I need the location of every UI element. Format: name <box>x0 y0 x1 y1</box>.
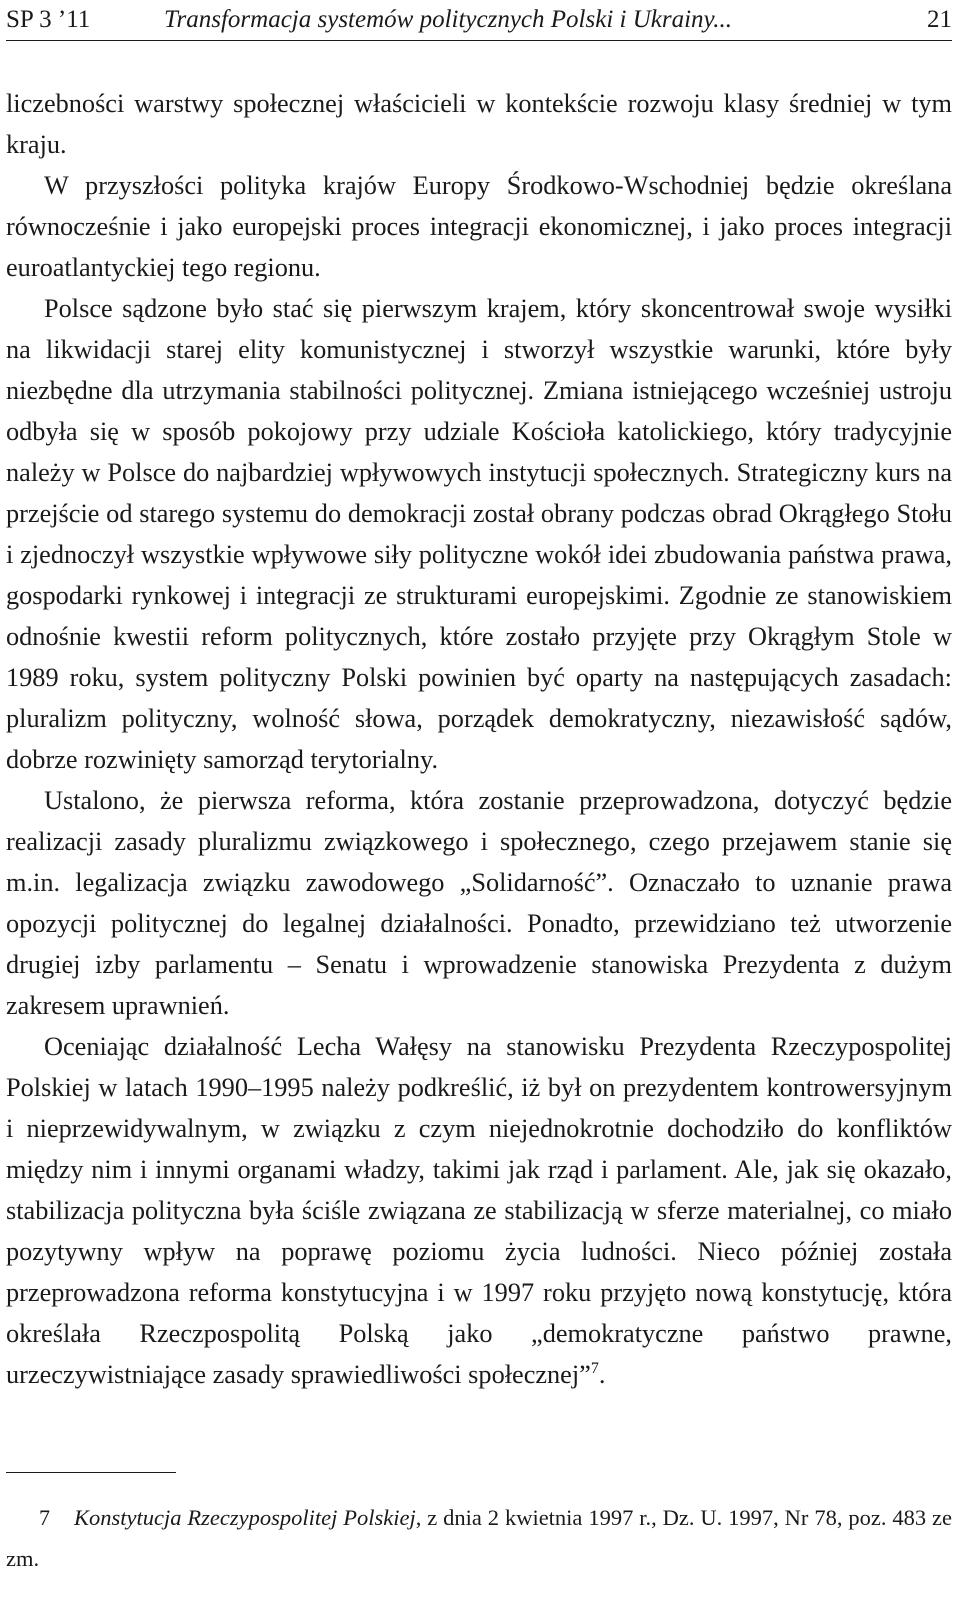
footnote-reference: 7 <box>590 1360 599 1377</box>
paragraph: Polsce sądzone było stać się pierwszym krajem, który skoncentrował swoje wysiłki na likwidacji starej elity komunistycznej i stworzył wszystkie warunki, które były niezbędne dla utrzymania stabilności politycznej. Zmiana istniejącego wcześniej ustroju odbyła się w sposób pokojowy przy udziale Kościoła katolickiego, który tradycyjnie należy w Polsce do najbardziej wpływowych instytucji społecznych. Strategiczny kurs na przejście od starego systemu do demokracji został obrany podczas obrad Okrągłego Stołu i zjednoczył wszystkie wpływowe siły polityczne wokół idei zbudowania państwa prawa, gospodarki rynkowej i integracji ze strukturami europejskimi. Zgodnie ze stanowiskiem odnośnie kwestii reform politycznych, które zostało przyjęte przy Okrągłym Stole w 1989 roku, system polityczny Polski powinien być oparty na następujących zasadach: pluralizm polityczny, wolność słowa, porządek demokratyczny, niezawisłość sądów, dobrze rozwinięty samorząd terytorialny. <box>6 294 952 774</box>
paragraph-continued: liczebności warstwy społecznej właścicieli w kontekście rozwoju klasy średniej w tym kraju. <box>6 89 952 159</box>
running-title: Transformacja systemów politycznych Polski i Ukrainy... <box>164 6 733 33</box>
journal-issue: SP 3 ’11 <box>6 6 91 33</box>
paragraph-text: Oceniając działalność Lecha Wałęsy na stanowisku Prezydenta Rzeczypospolitej Polskiej w latach 1990–1995 należy podkreślić, iż był on prezydentem kontrowersyjnym i nieprzewidywalnym, w związku z czym niejednokrotnie dochodziło do konfliktów między nim i innymi organami władzy, takimi jak rząd i parlament. Ale, jak się okazało, stabilizacja polityczna była ściśle związana ze stabilizacją w sferze materialnej, co miało pozytywny wpływ na poprawę poziomu życia ludności. Nieco później została przeprowadzona reforma konstytucyjna i w 1997 roku przyjęto nową konstytucję, która określała Rzeczpospolitą Polską jako „demokratyczne państwo prawne, urzeczywistniające zasady sprawiedliwości społecznej” <box>6 1032 952 1389</box>
footnote-mark: 7 <box>39 1505 50 1530</box>
footnote <box>6 1497 952 1579</box>
body-text <box>6 83 952 1395</box>
paragraph: Ustalono, że pierwsza reforma, która zostanie przeprowadzona, dotyczyć będzie realizacji zasady pluralizmu związkowego i społecznego, czego przejawem stanie się m.in. legalizacja związku zawodowego „Solidarność”. Oznaczało to uznanie prawa opozycji politycznej do legalnej działalności. Ponadto, przewidziano też utworzenie drugiej izby parlamentu – Senatu i wprowadzenie stanowiska Prezydenta z dużym zakresem uprawnień. <box>6 786 952 1020</box>
header-divider <box>6 40 952 41</box>
footnote-text: , z dnia 2 kwietnia 1997 r., Dz. U. 1997, Nr 78, poz. 483 ze zm. <box>6 1505 952 1571</box>
paragraph <box>6 1026 952 1395</box>
footnote-divider <box>6 1472 176 1473</box>
page-number: 21 <box>927 6 952 33</box>
running-header <box>6 2 952 38</box>
footnote-title: Konstytucja Rzeczypospolitej Polskiej <box>74 1505 416 1530</box>
paragraph-end: . <box>598 1360 606 1389</box>
paragraph: W przyszłości polityka krajów Europy Środkowo-Wschodniej będzie określana równocześnie i jako europejski proces integracji ekonomicznej, i jako proces integracji euroatlantyckiej tego regionu. <box>6 171 952 282</box>
